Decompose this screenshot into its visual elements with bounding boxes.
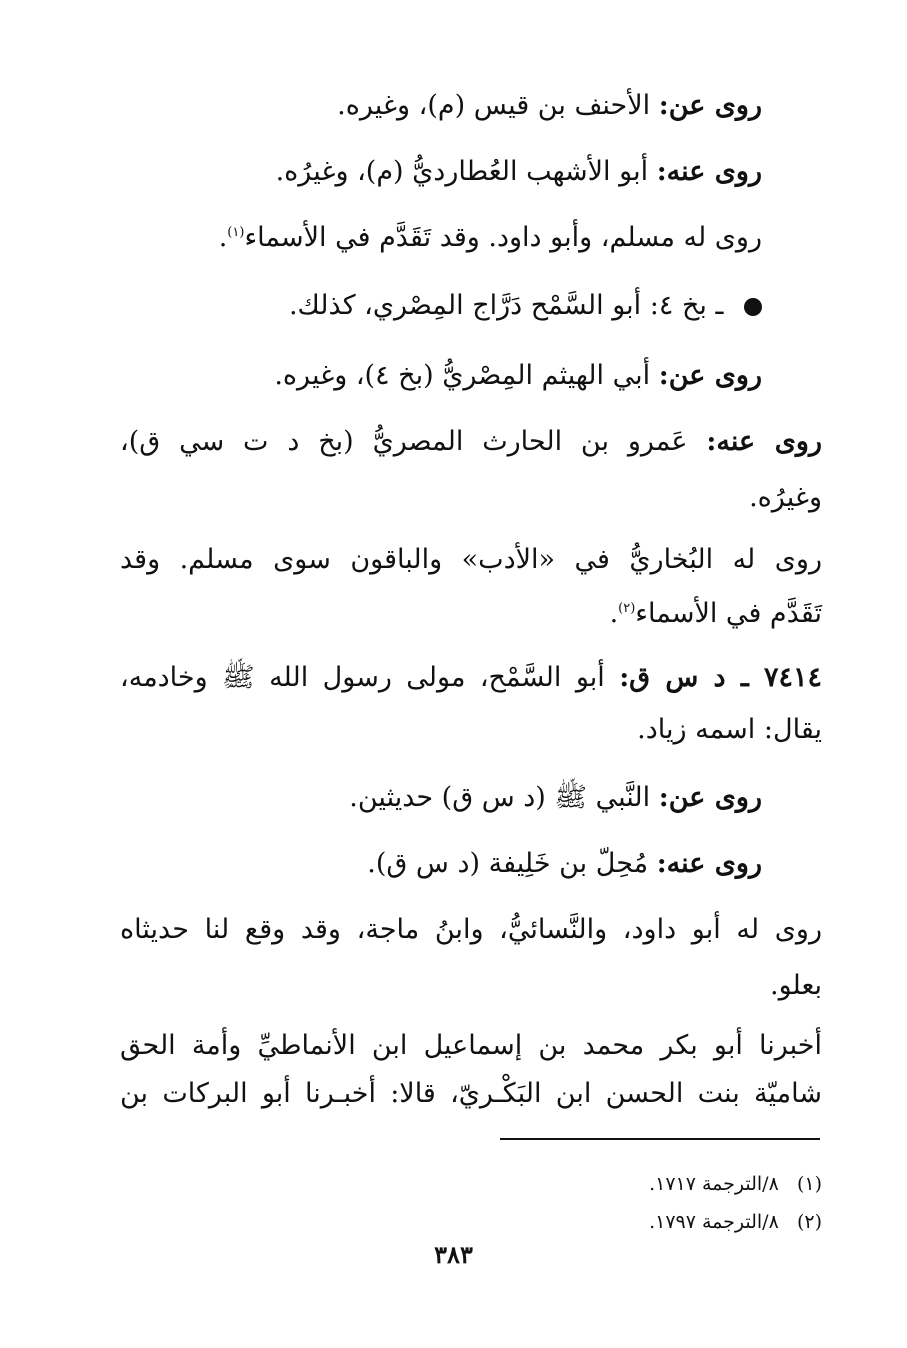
line-label: روى عن:: [658, 782, 762, 813]
text-line-12: [349, 778, 762, 818]
line-text: بعلو.: [769, 970, 822, 1001]
text-line-1: [337, 86, 762, 126]
text-line-5: [274, 356, 762, 396]
text-line-16: [120, 1026, 822, 1066]
line-label: روى عن:: [658, 90, 762, 121]
footnote-1: [649, 1170, 822, 1198]
line-text: أبو الأشهب العُطارديُّ (م)، وغيرُه.: [275, 156, 649, 187]
footnote-text: ٨/الترجمة ١٧١٧.: [649, 1173, 779, 1195]
text-line-3: [219, 218, 762, 258]
text-line-11: [637, 710, 822, 750]
text-line-10: [120, 658, 822, 698]
text-line-14: [120, 910, 822, 950]
line-text: ـ بخ ٤: أبو السَّمْح دَرَّاج المِصْري، كذلك.: [288, 290, 724, 321]
line-text: عَمرو بن الحارث المصريُّ (بخ د ت سي ق)،: [120, 426, 688, 457]
footnote-text: ٨/الترجمة ١٧٩٧.: [649, 1211, 779, 1233]
text-line-8: [120, 540, 822, 580]
text-line-15: [770, 966, 822, 1006]
line-text: أبو السَّمْح، مولى رسول الله ﷺ وخادمه،: [120, 662, 605, 693]
text-line-7: [749, 478, 822, 518]
footnote-ref-2[interactable]: (٢): [618, 601, 636, 616]
text-line-4: [289, 286, 762, 326]
text-line-17: [120, 1074, 822, 1114]
line-end: .: [609, 598, 619, 629]
line-text: أخبرنا أبو بكر محمد بن إسماعيل ابن الأنماطيِّ وأمة الحق: [120, 1030, 822, 1061]
footnote-number: (١): [796, 1173, 822, 1195]
line-label: روى عنه:: [706, 426, 823, 457]
text-line-13: [367, 844, 762, 884]
text-line-2: [276, 152, 762, 192]
line-label: روى عن:: [658, 360, 762, 391]
line-text: النَّبي ﷺ (د س ق) حديثين.: [349, 782, 651, 813]
line-end: .: [218, 222, 228, 253]
line-text: الأحنف بن قيس (م)، وغيره.: [337, 90, 651, 121]
footnote-2: [649, 1208, 822, 1236]
line-text: روى له أبو داود، والنَّسائيُّ، وابنُ ماجة، وقد وقع لنا حديثاه: [120, 914, 822, 945]
line-text: يقال: اسمه زياد.: [637, 714, 822, 745]
line-label: روى عنه:: [656, 848, 762, 879]
footnote-ref-1[interactable]: (١): [227, 225, 245, 240]
footnote-divider: [500, 1138, 820, 1140]
footnote-number: (٢): [796, 1211, 822, 1233]
text-line-9: [610, 594, 822, 634]
line-text: روى له البُخاريُّ في «الأدب» والباقون سوى مسلم. وقد: [120, 544, 822, 575]
line-text: أبي الهيثم المِصْريُّ (بخ ٤)، وغيره.: [274, 360, 651, 391]
line-text: شاميّة بنت الحسن ابن البَكْـريّ، قالا: أخبـرنا أبو البركات بن: [120, 1078, 822, 1109]
bullet-icon: [744, 298, 762, 316]
line-label: روى عنه:: [656, 156, 762, 187]
page-number: ٣٨٣: [434, 1240, 473, 1269]
text-line-6: [120, 422, 822, 462]
line-text: وغيرُه.: [749, 482, 822, 513]
entry-number: ٧٤١٤ ـ د س ق:: [619, 662, 822, 693]
line-text: روى له مسلم، وأبو داود. وقد تَقَدَّم في الأسماء: [244, 222, 762, 253]
line-text: تَقَدَّم في الأسماء: [635, 598, 822, 629]
line-text: مُحِلّ بن خَلِيفة (د س ق).: [367, 848, 649, 879]
